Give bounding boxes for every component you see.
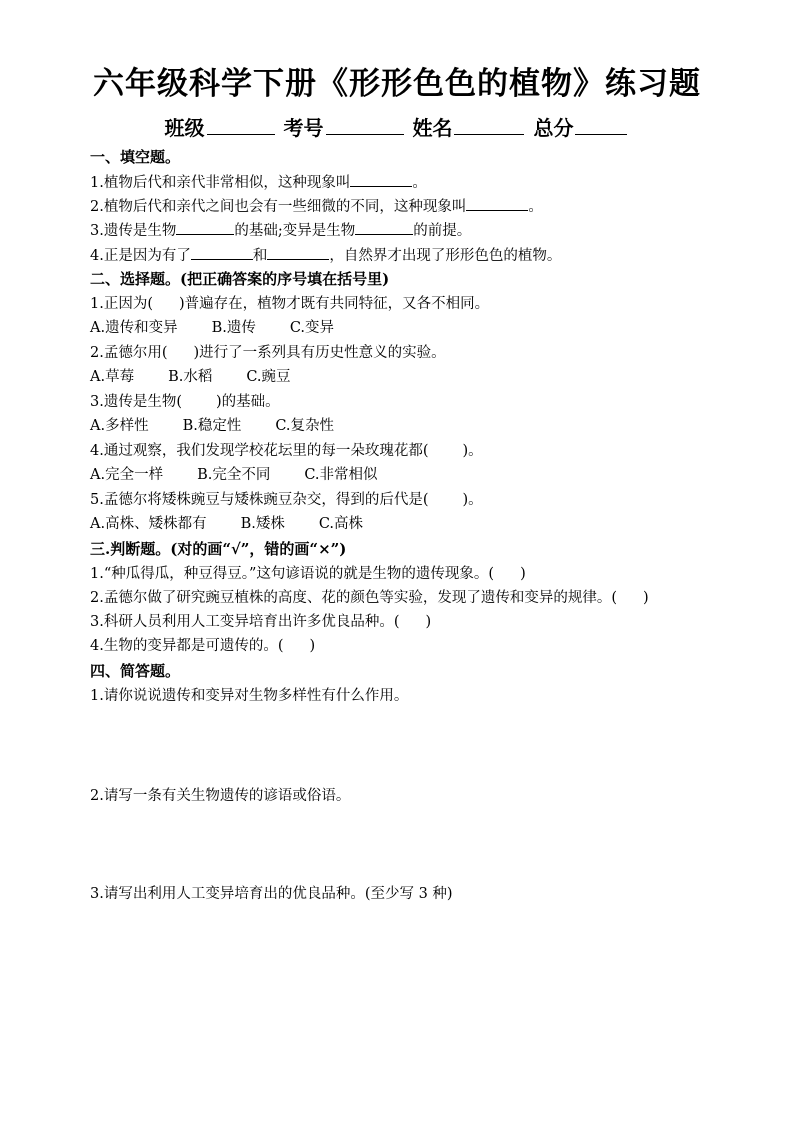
- choice-question-5: [90, 490, 483, 510]
- option-b[interactable]: B.水稻: [168, 369, 213, 385]
- question-text: )。: [462, 443, 483, 459]
- option-a[interactable]: A.高株、矮株都有: [90, 516, 207, 532]
- option-c[interactable]: C.高株: [318, 516, 364, 532]
- answer-blank[interactable]: [355, 220, 413, 235]
- question-text: )的基础。: [216, 394, 280, 410]
- question-text: 2.植物后代和亲代之间也会有一些细微的不同，这种现象叫: [90, 199, 467, 215]
- class-label: 班级: [164, 116, 205, 140]
- choice-question-3: [90, 392, 280, 412]
- question-text: 的基础;变异是生物: [234, 223, 356, 239]
- question-text: 的前提。: [413, 223, 472, 239]
- question-text: 。: [412, 175, 427, 191]
- option-a[interactable]: A.多样性: [90, 418, 149, 434]
- judge-question-4: [90, 636, 315, 656]
- judge-question-1: [90, 564, 526, 584]
- question-text: 3.遗传是生物(: [90, 394, 182, 410]
- answer-blank[interactable]: [191, 245, 253, 260]
- total-score-label: 总分: [533, 116, 574, 140]
- option-c[interactable]: C.变异: [289, 320, 335, 336]
- question-text: 3.科研人员利用人工变异培育出许多优良品种。(: [90, 614, 400, 630]
- name-blank[interactable]: [454, 116, 524, 135]
- judge-question-3: [90, 612, 431, 632]
- section-heading-judge: 三.判断题。(对的画“√”，错的画“×”): [90, 540, 347, 558]
- short-question-2: 2.请写一条有关生物遗传的谚语或俗语。: [90, 788, 351, 804]
- answer-blank[interactable]: [176, 220, 234, 235]
- option-b[interactable]: B.稳定性: [182, 418, 242, 434]
- choice-options-1: [90, 318, 368, 338]
- option-c[interactable]: C.豌豆: [246, 369, 291, 385]
- answer-blank[interactable]: [267, 245, 329, 260]
- question-text: 5.孟德尔将矮株豌豆与矮株豌豆杂交，得到的后代是(: [90, 492, 429, 508]
- choice-options-4: [90, 465, 412, 485]
- question-text: ，自然界才出现了形形色色的植物。: [329, 248, 562, 264]
- fill-question-2: [90, 196, 543, 217]
- question-text: )。: [462, 492, 483, 508]
- exam-number-blank[interactable]: [326, 116, 404, 135]
- section-heading-short: 四、简答题。: [90, 662, 181, 680]
- answer-blank[interactable]: [350, 172, 412, 187]
- option-b[interactable]: B.完全不同: [197, 467, 271, 483]
- option-a[interactable]: A.遗传和变异: [90, 320, 178, 336]
- choice-options-3: [90, 416, 368, 436]
- total-score-blank[interactable]: [575, 116, 627, 135]
- answer-blank[interactable]: [466, 196, 528, 211]
- question-text: 3.遗传是生物: [90, 223, 177, 239]
- exam-number-label: 考号: [283, 116, 324, 140]
- choice-question-1: [90, 294, 489, 314]
- short-question-1: 1.请你说说遗传和变异对生物多样性有什么作用。: [90, 688, 409, 704]
- choice-question-4: [90, 441, 483, 461]
- short-question-3: 3.请写出利用人工变异培育出的优良品种。(至少写 3 种): [90, 886, 453, 902]
- fill-question-1: [90, 172, 427, 193]
- question-text: 1.植物后代和亲代非常相似，这种现象叫: [90, 175, 351, 191]
- question-text: 2.孟德尔做了研究豌豆植株的高度、花的颜色等实验，发现了遗传和变异的规律。(: [90, 590, 617, 606]
- question-text: ): [425, 614, 432, 630]
- page-title: 六年级科学下册《形形色色的植物》练习题: [93, 66, 701, 102]
- choice-options-5: [90, 514, 397, 534]
- question-text: 1.“种瓜得瓜，种豆得豆。”这句谚语说的就是生物的遗传现象。(: [90, 566, 495, 582]
- question-text: 4.通过观察，我们发现学校花坛里的每一朵玫瑰花都(: [90, 443, 429, 459]
- question-text: 和: [252, 248, 268, 264]
- judge-question-2: [90, 588, 649, 608]
- question-text: )进行了一系列具有历史性意义的实验。: [193, 345, 446, 361]
- question-text: 4.生物的变异都是可遗传的。(: [90, 638, 284, 654]
- question-text: 1.正因为(: [90, 296, 153, 312]
- section-heading-choice: 二、选择题。(把正确答案的序号填在括号里): [90, 270, 390, 288]
- fill-question-4: [90, 245, 561, 266]
- question-text: 。: [528, 199, 543, 215]
- student-info-row: [0, 112, 794, 141]
- question-text: )普遍存在，植物才既有共同特征，又各不相同。: [179, 296, 490, 312]
- choice-options-2: [90, 367, 325, 387]
- option-a[interactable]: A.草莓: [90, 369, 135, 385]
- question-text: ): [643, 590, 649, 606]
- option-c[interactable]: C.复杂性: [275, 418, 335, 434]
- option-a[interactable]: A.完全一样: [90, 467, 164, 483]
- question-text: ): [520, 566, 526, 582]
- name-label: 姓名: [412, 116, 453, 140]
- class-blank[interactable]: [207, 116, 275, 135]
- question-text: 2.孟德尔用(: [90, 345, 168, 361]
- fill-question-3: [90, 220, 471, 241]
- option-b[interactable]: B.矮株: [240, 516, 285, 532]
- question-text: ): [309, 638, 316, 654]
- choice-question-2: [90, 343, 446, 363]
- option-c[interactable]: C.非常相似: [304, 467, 378, 483]
- question-text: 4.正是因为有了: [90, 248, 191, 264]
- option-b[interactable]: B.遗传: [211, 320, 256, 336]
- section-heading-fill: 一、填空题。: [90, 148, 181, 166]
